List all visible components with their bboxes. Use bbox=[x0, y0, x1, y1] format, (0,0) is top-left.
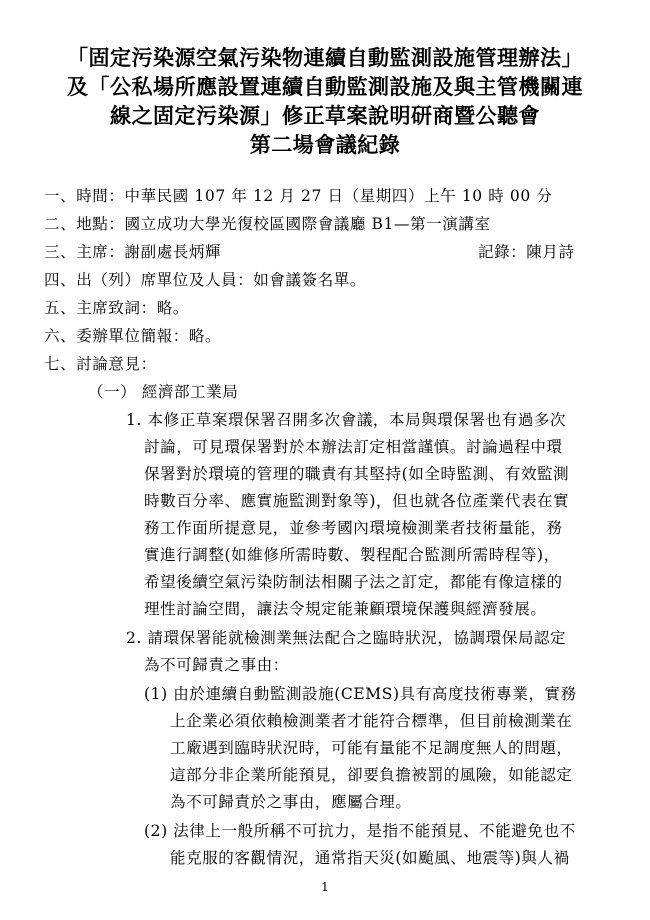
paragraph-line: 討論，可見環保署對於本辦法訂定相當謹慎。討論過程中環 bbox=[144, 438, 563, 456]
paragraph-line: 實進行調整(如維修所需時數、製程配合監測所需時程等)， bbox=[144, 546, 560, 564]
paragraph-line: 務工作面所提意見，並參考國內環境檢測業者技術量能，務 bbox=[144, 519, 563, 537]
item-attendees: 四、出（列）席單位及人員：如會議簽名單。 bbox=[44, 271, 367, 289]
page-number: 1 bbox=[321, 880, 329, 894]
paragraph-line: 希望後續空氣污染防制法相關子法之訂定，都能有像這樣的 bbox=[144, 573, 563, 591]
paragraph-line: (1) 由於連續自動監測設施(CEMS)具有高度技術專業，實務 bbox=[144, 685, 577, 703]
item-chair: 三、主席：謝副處長炳輝 bbox=[44, 243, 222, 261]
paragraph-line: 保署對於環境的管理的職責有其堅持(如全時監測、有效監測 bbox=[144, 465, 570, 483]
item-place: 二、地點：國立成功大學光復校區國際會議廳 B1—第一演講室 bbox=[44, 215, 491, 233]
paragraph-line: 這部分非企業所能預見，卻要負擔被罰的風險，如能認定 bbox=[170, 766, 573, 784]
paragraph-line: 為不可歸責於之事由，應屬合理。 bbox=[170, 793, 412, 811]
title-line-4: 第二場會議紀錄 bbox=[249, 132, 401, 157]
item-time: 一、時間：中華民國 107 年 12 月 27 日（星期四）上午 10 時 00 分 bbox=[44, 187, 553, 205]
item-discussion: 七、討論意見： bbox=[44, 355, 157, 373]
paragraph-line: 1. 本修正草案環保署召開多次會議，本局與環保署也有過多次 bbox=[126, 411, 567, 429]
item-recorder: 記錄：陳月詩 bbox=[478, 243, 575, 261]
title-line-3: 線之固定污染源」修正草案說明研商暨公聽會 bbox=[110, 103, 540, 128]
paragraph-line: 為不可歸責之事由： bbox=[144, 656, 289, 674]
section-heading: （一） 經濟部工業局 bbox=[88, 383, 239, 401]
item-report: 六、委辦單位簡報：略。 bbox=[44, 327, 222, 345]
paragraph-line: 工廠遇到臨時狀況時，可能有量能不足調度無人的問題， bbox=[170, 739, 573, 757]
paragraph-line: 時數百分率、應實施監測對象等)，但也就各位產業代表在實 bbox=[144, 492, 570, 510]
paragraph-line: 理性討論空間，讓法令規定能兼顧環境保護與經濟發展。 bbox=[144, 600, 547, 618]
paragraph-line: (2) 法律上一般所稱不可抗力，是指不能預見、不能避免也不 bbox=[144, 822, 576, 840]
paragraph-line: 上企業必須依賴檢測業者才能符合標準，但目前檢測業在 bbox=[170, 712, 573, 730]
title-line-2: 及「公私場所應設置連續自動監測設施及與主管機關連 bbox=[67, 74, 583, 99]
paragraph-line: 能克服的客觀情況，通常指天災(如颱風、地震等)與人禍 bbox=[170, 849, 570, 867]
title-line-1: 「固定污染源空氣污染物連續自動監測設施管理辦法」 bbox=[67, 45, 583, 70]
item-speech: 五、主席致詞：略。 bbox=[44, 299, 189, 317]
paragraph-line: 2. 請環保署能就檢測業無法配合之臨時狀況，協調環保局認定 bbox=[126, 629, 567, 647]
